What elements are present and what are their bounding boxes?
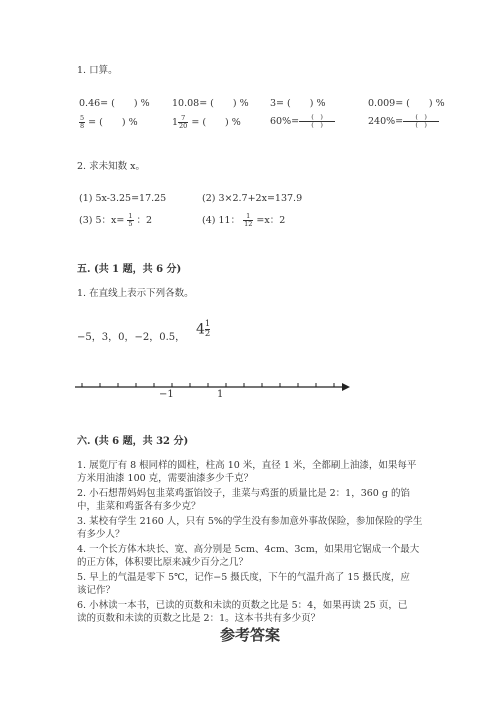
calc-item: 0.46= ( ) % <box>79 98 150 109</box>
question: 1. 在直线上表示下列各数。 <box>77 288 194 299</box>
question-line: 方米用油漆 100 克，需要油漆多少千克？ <box>77 473 254 484</box>
fraction: $\frac{7}{20}$ <box>179 114 188 130</box>
question-line: 6. 小林读一本书，已读的页数和未读的页数之比是 5：4，如果再读 25 页，已 <box>77 600 408 611</box>
question-line: 1. 展览厅有 8 根同样的圆柱，柱高 10 米，直径 1 米，全都刷上油漆，如果每平 <box>77 460 417 471</box>
question-line: 有多少人？ <box>77 529 125 540</box>
question-line: 该记作？ <box>77 585 116 596</box>
answers-title: 参考答案 <box>219 626 280 644</box>
section6-title: 六. (共 6 题，共 32 分) <box>77 436 189 447</box>
equation: (4) 11： $\frac{1}{12}$ =x：2 <box>202 212 286 228</box>
equation: (2) 3×2.7+2x=137.9 <box>202 193 303 204</box>
number-list: −5，3，0，−2，0.5， <box>77 332 186 343</box>
question-line: 5. 早上的气温是零下 5℃，记作−5 摄氏度，下午的气温升高了 15 摄氏度，应 <box>77 572 410 583</box>
calc-item: 240%= $\frac{( )}{( )}$ <box>368 114 439 129</box>
calc-item: 1 $\frac{7}{20}$ = ( ) % <box>172 114 241 130</box>
calc-item: 10.08= ( ) % <box>172 98 249 109</box>
fraction: $\frac{( )}{( )}$ <box>299 114 335 129</box>
axis-label-1: 1 <box>217 389 224 400</box>
fraction: $\frac{5}{8}$ <box>80 114 85 130</box>
fraction: $\frac{1}{5}$ <box>128 212 133 228</box>
calc-item: 60%= $\frac{( )}{( )}$ <box>270 114 335 129</box>
calc-item: 3= ( ) % <box>270 98 326 109</box>
section2-heading: 2. 求未知数 x。 <box>77 161 145 172</box>
calc-item: $\frac{5}{8}$ = ( ) % <box>80 114 138 130</box>
number-line <box>70 378 360 402</box>
fraction: $\frac{( )}{( )}$ <box>403 114 439 129</box>
question-line: 读的页数和未读的页数之比是 2：1。这本书共有多少页？ <box>77 613 321 624</box>
equation: (3) 5：x= $\frac{1}{5}$ ：2 <box>79 212 153 228</box>
question-line: 4. 一个长方体木块长、宽、高分别是 5cm、4cm、3cm，如果用它锯成一个最大 <box>77 544 420 555</box>
section5-title: 五. (共 1 题，共 6 分) <box>77 264 182 275</box>
fraction: $\frac{1}{12}$ <box>244 212 253 228</box>
question-line: 2. 小石想帮妈妈包韭菜鸡蛋馅饺子，韭菜与鸡蛋的质量比是 2：1，360 g 的馅 <box>77 488 410 499</box>
arrow-head-icon <box>342 383 350 391</box>
question-line: 的正方体，体积要比原来减少百分之几？ <box>77 557 249 568</box>
mixed-number: 4 $\frac{1}{2}$ <box>196 319 211 339</box>
question-line: 中，韭菜和鸡蛋各有多少克？ <box>77 501 201 512</box>
section1-heading: 1. 口算。 <box>77 65 118 76</box>
equation: (1) 5x-3.25=17.25 <box>79 193 167 204</box>
question-line: 3. 某校有学生 2160 人，只有 5%的学生没有参加意外事故保险，参加保险的学生 <box>77 516 423 527</box>
axis-label-neg1: −1 <box>159 389 174 400</box>
calc-item: 0.009= ( ) % <box>368 98 445 109</box>
